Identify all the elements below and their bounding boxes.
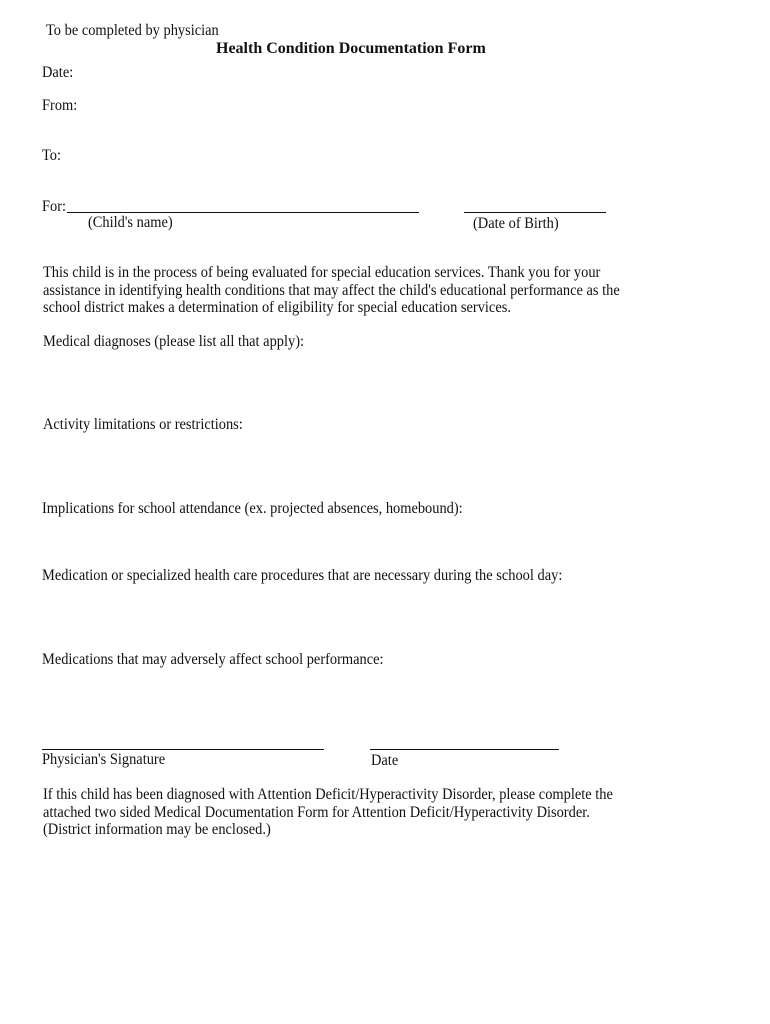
- physician-signature-line[interactable]: [42, 749, 324, 750]
- child-name-caption: (Child's name): [88, 214, 173, 231]
- medical-diagnoses-label: Medical diagnoses (please list all that apply):: [43, 333, 305, 350]
- physician-instruction: To be completed by physician: [46, 22, 219, 39]
- for-label: For:: [42, 198, 67, 215]
- adhd-note-paragraph: [43, 786, 613, 839]
- child-name-line[interactable]: [67, 212, 419, 213]
- form-title: Health Condition Documentation Form: [216, 40, 486, 57]
- activity-limitations-label: Activity limitations or restrictions:: [43, 416, 243, 433]
- school-attendance-label: Implications for school attendance (ex. projected absences, homebound):: [42, 500, 463, 517]
- date-label: Date:: [42, 64, 74, 81]
- intro-paragraph: [43, 264, 620, 317]
- intro-line: school district makes a determination of eligibility for special education services.: [43, 299, 511, 316]
- adhd-note-line: attached two sided Medical Documentation Form for Attention Deficit/Hyperactivity Disorder.: [43, 803, 590, 821]
- intro-line: This child is in the process of being evaluated for special education services. Thank you for your: [43, 264, 601, 281]
- adhd-note-line: (District information may be enclosed.): [43, 821, 271, 838]
- to-label: To:: [42, 147, 62, 164]
- date-of-birth-caption: (Date of Birth): [473, 215, 559, 232]
- intro-line: assistance in identifying health conditions that may affect the child's educational performance as the: [43, 281, 620, 299]
- from-label: From:: [42, 97, 78, 114]
- adhd-note-line: If this child has been diagnosed with Attention Deficit/Hyperactivity Disorder, please complete the: [43, 786, 613, 803]
- date-of-birth-line[interactable]: [464, 212, 606, 213]
- signature-date-line[interactable]: [370, 749, 559, 750]
- signature-date-label: Date: [371, 752, 399, 769]
- adverse-medications-label: Medications that may adversely affect school performance:: [42, 651, 384, 668]
- health-care-procedures-label: Medication or specialized health care procedures that are necessary during the school day:: [42, 567, 563, 584]
- physician-signature-label: Physician's Signature: [42, 751, 166, 768]
